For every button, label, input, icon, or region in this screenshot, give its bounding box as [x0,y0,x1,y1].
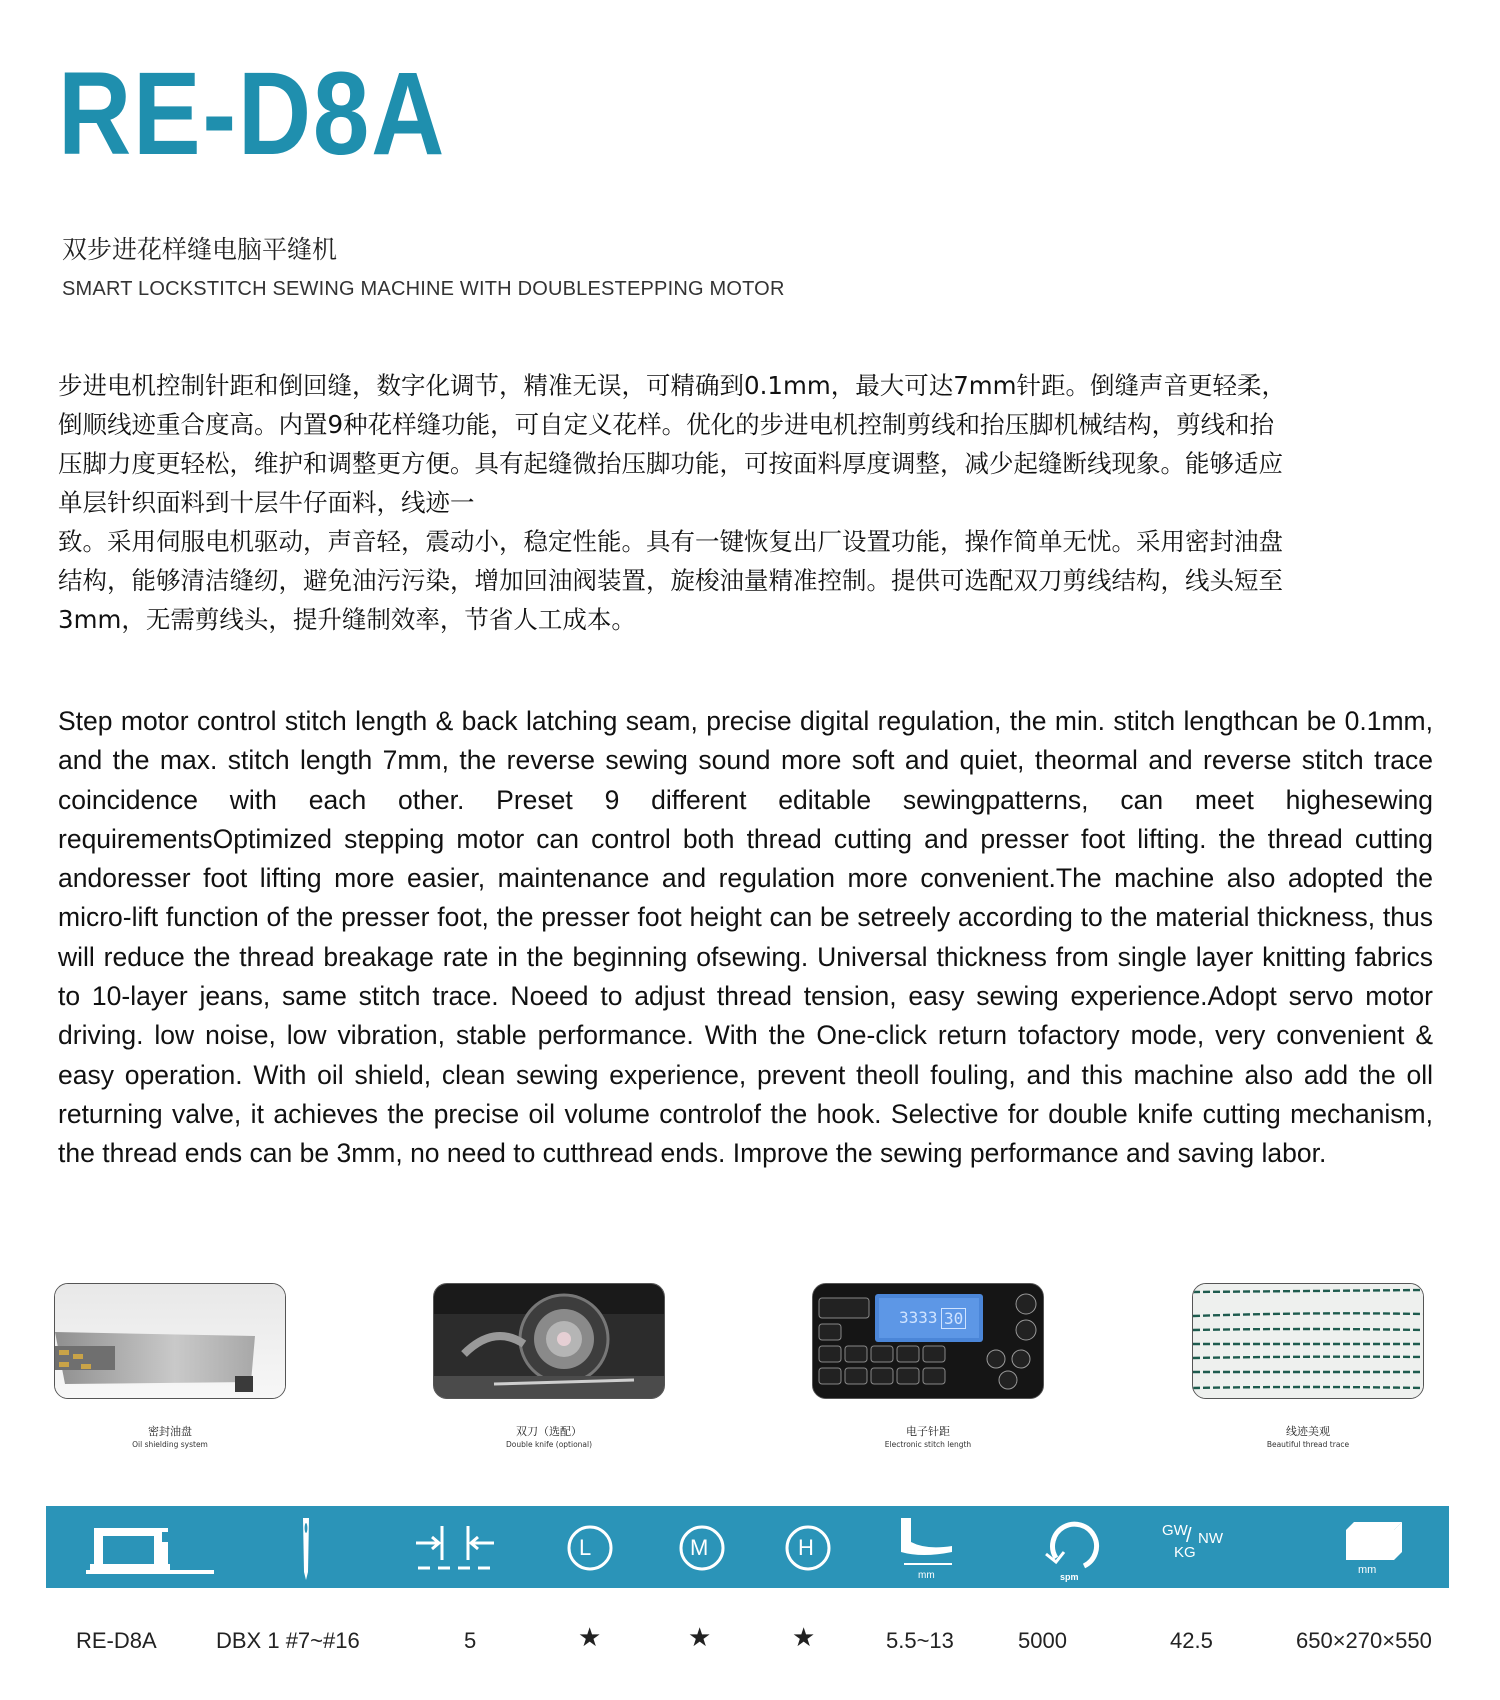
feature-caption-en: Beautiful thread trace [1266,1440,1350,1449]
feature-caption-en: Oil shielding system [132,1440,208,1449]
size-unit-label: mm [1358,1564,1377,1576]
spec-speed: 5000 [1018,1628,1067,1653]
stitch-length-icon [416,1526,494,1568]
feature-caption-cn: 双刀（选配） [516,1425,582,1438]
presser-foot-lift-icon [901,1518,952,1564]
description-cn [58,366,1433,639]
description-cn-line: 致。采用伺服电机驱动，声音轻，震动小，稳定性能。具有一键恢复出厂设置功能，操作简单无忧。采用密封油盘 [58,527,1283,556]
control-panel-photo [812,1283,1044,1399]
description-cn-line: 结构，能够清洁缝纫，避免油污污染，增加回油阀装置，旋梭油量精准控制。提供可选配双刀剪线结构，线头短至 [58,566,1283,595]
weight-gw-label: GW [1162,1522,1188,1539]
panel-value: 30 [941,1308,966,1329]
spec-weight: 42.5 [1170,1628,1213,1653]
feature-electronic-stitch [812,1283,1044,1449]
spec-icon-bar: L M H mm spm GW / NW KG mm [46,1506,1449,1588]
feature-oil-shield [54,1283,286,1449]
description-cn-line: 3mm，无需剪线头，提升缝制效率，节省人工成本。 [58,605,636,634]
product-title-en: SMART LOCKSTITCH SEWING MACHINE WITH DOUBLESTEPPING MOTOR [62,278,785,300]
description-cn-line: 倒顺线迹重合度高。内置9种花样缝功能，可自定义花样。优化的步进电机控制剪线和抬压脚机械结构，剪线和抬 [58,410,1275,439]
spec-stitch-length: 5 [464,1628,477,1653]
sewing-machine-icon [86,1528,214,1574]
description-cn-line: 单层针织面料到十层牛仔面料，线迹一 [58,488,475,517]
description-cn-line: 步进电机控制针距和倒回缝，数字化调节，精准无误，可精确到0.1mm，最大可达7mm针距。倒缝声音更轻柔， [58,371,1287,400]
weight-kg-label: KG [1174,1544,1196,1561]
description-cn-line: 压脚力度更轻松，维护和调整更方便。具有起缝微抬压脚功能，可按面料厚度调整，减少起缝断线现象。能够适应 [58,449,1283,478]
model-title: RE-D8A [58,48,447,180]
oil-shield-photo [54,1283,286,1399]
spec-medium: ★ [688,1622,712,1652]
feature-caption-cn: 密封油盘 [148,1425,192,1438]
spec-light: ★ [578,1622,602,1652]
spec-presser-foot: 5.5~13 [886,1628,954,1653]
description-en: Step motor control stitch length & back latching seam, precise digital regulation, the min. stitch lengthcan be 0.1mm, and the max. stitch length 7mm, the reverse sewing sound more soft and quiet, theormal and reverse stitch trace coincidence with each other. Preset 9 different editable sewingpatterns, can meet highesewing requirementsOptimized stepping motor can control both thread cutting and presser foot lifting. the thread cutting andoresser foot lifting more easier, maintenance and regulation more convenient.The machine also adopted the micro-lift function of the presser foot, the presser foot height can be setreely according to the material thickness, thus will reduce the thread breakage rate in the beginning ofsewing. Universal thickness from single layer knitting fabrics to 10-layer jeans, same stitch trace. Noeed to adjust thread tension, easy sewing experience.Adopt servo motor driving. low noise, low vibration, stable performance. With the One-click return tofactory mode, very convenient & easy operation. With oil shield, clean sewing experience, prevent theoll fouling, and this machine also add the oll returning valve, it achieves the precise oil volume controlof the hook. Selective for double knife cutting mechanism, the thread ends can be 3mm, no need to cutthread ends. Improve the sewing performance and saving labor. [58,706,1433,1169]
spec-icons [46,1506,1449,1588]
thread-trace-photo [1192,1283,1424,1399]
feature-caption-cn: 电子针距 [906,1425,950,1438]
feature-thread-trace [1192,1283,1424,1449]
presser-unit-label: mm [918,1570,935,1581]
heavy-label: H [798,1535,814,1560]
needle-icon [303,1518,309,1580]
package-size-icon [1346,1522,1402,1560]
panel-display: 3333 [899,1308,938,1327]
light-label: L [579,1535,592,1560]
double-knife-photo [433,1283,665,1399]
spec-heavy: ★ [792,1622,816,1652]
speed-icon [1046,1524,1097,1566]
feature-double-knife [433,1283,665,1449]
weight-nw-label: NW [1198,1530,1223,1547]
speed-unit-label: spm [1060,1572,1079,1582]
spec-size: 650×270×550 [1296,1628,1432,1653]
feature-caption-en: Electronic stitch length [884,1440,972,1449]
feature-caption-en: Double knife (optional) [505,1440,593,1449]
product-title-cn: 双步进花样缝电脑平缝机 [62,235,338,264]
feature-caption-cn: 线迹美观 [1286,1425,1330,1438]
medium-label: M [690,1535,709,1560]
spec-model: RE-D8A [76,1628,157,1653]
spec-needle: DBX 1 #7~#16 [216,1628,360,1653]
